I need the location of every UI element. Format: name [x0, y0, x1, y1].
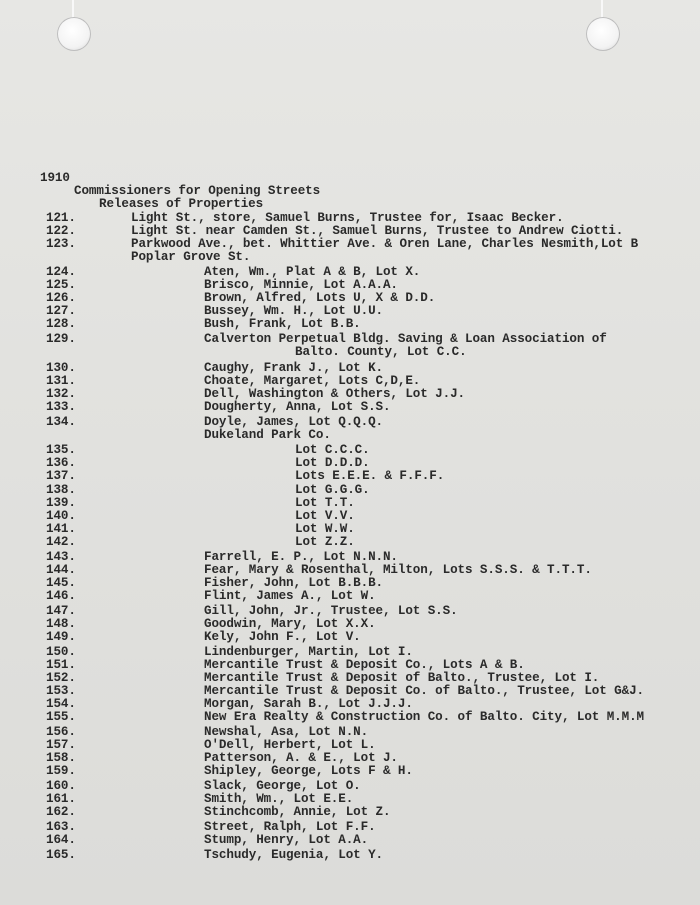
entry-text: Dukeland Park Co. — [204, 428, 331, 442]
entry-text: Aten, Wm., Plat A & B, Lot X. — [204, 265, 421, 279]
entry-number: 125. — [46, 278, 76, 292]
entry-text: Lindenburger, Martin, Lot I. — [204, 645, 413, 659]
entry-number: 140. — [46, 509, 76, 523]
entry-text: Choate, Margaret, Lots C,D,E. — [204, 374, 421, 388]
entry-text: Mercantile Trust & Deposit Co., Lots A & B. — [204, 658, 525, 672]
subsection-heading: Releases of Properties — [99, 197, 264, 211]
entry-number: 124. — [46, 265, 76, 279]
entry-number: 148. — [46, 617, 76, 631]
entry-number: 133. — [46, 400, 76, 414]
entry-number: 164. — [46, 833, 76, 847]
entry-text: Kely, John F., Lot V. — [204, 630, 361, 644]
entry-number: 146. — [46, 589, 76, 603]
entry-number: 129. — [46, 332, 76, 346]
entry-text: Stump, Henry, Lot A.A. — [204, 833, 369, 847]
entry-number: 143. — [46, 550, 76, 564]
entry-number: 142. — [46, 535, 76, 549]
entry-number: 158. — [46, 751, 76, 765]
entry-text: Dougherty, Anna, Lot S.S. — [204, 400, 391, 414]
entry-number: 141. — [46, 522, 76, 536]
entry-number: 139. — [46, 496, 76, 510]
entry-text: Street, Ralph, Lot F.F. — [204, 820, 376, 834]
entry-text: Patterson, A. & E., Lot J. — [204, 751, 398, 765]
entry-number: 131. — [46, 374, 76, 388]
entry-text: Lot G.G.G. — [295, 483, 370, 497]
entry-text: Gill, John, Jr., Trustee, Lot S.S. — [204, 604, 458, 618]
entry-text: Parkwood Ave., bet. Whittier Ave. & Oren Lane, Charles Nesmith,Lot B — [131, 237, 639, 251]
entry-text: Flint, James A., Lot W. — [204, 589, 376, 603]
entry-number: 165. — [46, 848, 76, 862]
entry-number: 127. — [46, 304, 76, 318]
entry-text: Slack, George, Lot O. — [204, 779, 361, 793]
punch-hole — [57, 17, 91, 51]
entry-number: 135. — [46, 443, 76, 457]
entry-text: Lot W.W. — [295, 522, 355, 536]
paper-edge-mark — [601, 0, 603, 18]
entry-text: Morgan, Sarah B., Lot J.J.J. — [204, 697, 413, 711]
punch-hole — [586, 17, 620, 51]
entry-text: Lots E.E.E. & F.F.F. — [295, 469, 445, 483]
entry-number: 156. — [46, 725, 76, 739]
entry-number: 137. — [46, 469, 76, 483]
entry-number: 154. — [46, 697, 76, 711]
entry-text: Brisco, Minnie, Lot A.A.A. — [204, 278, 398, 292]
entry-text: Bush, Frank, Lot B.B. — [204, 317, 361, 331]
entry-number: 121. — [46, 211, 76, 225]
entry-text: Light St., store, Samuel Burns, Trustee for, Isaac Becker. — [131, 211, 564, 225]
entry-text: Lot T.T. — [295, 496, 355, 510]
entry-number: 152. — [46, 671, 76, 685]
entry-number: 144. — [46, 563, 76, 577]
year-heading: 1910 — [40, 171, 70, 185]
entry-text: Farrell, E. P., Lot N.N.N. — [204, 550, 398, 564]
entry-number: 155. — [46, 710, 76, 724]
entry-number: 136. — [46, 456, 76, 470]
entry-number: 150. — [46, 645, 76, 659]
entry-text: Tschudy, Eugenia, Lot Y. — [204, 848, 383, 862]
entry-number: 130. — [46, 361, 76, 375]
entry-text: Lot V.V. — [295, 509, 355, 523]
entry-text: Newshal, Asa, Lot N.N. — [204, 725, 369, 739]
entry-number: 128. — [46, 317, 76, 331]
entry-number: 126. — [46, 291, 76, 305]
entry-number: 161. — [46, 792, 76, 806]
entry-text: Goodwin, Mary, Lot X.X. — [204, 617, 376, 631]
entry-text: Mercantile Trust & Deposit Co. of Balto., Trustee, Lot G&J. — [204, 684, 644, 698]
entry-text: Mercantile Trust & Deposit of Balto., Trustee, Lot I. — [204, 671, 600, 685]
entry-text: Fear, Mary & Rosenthal, Milton, Lots S.S.S. & T.T.T. — [204, 563, 592, 577]
entry-number: 134. — [46, 415, 76, 429]
entry-text: Smith, Wm., Lot E.E. — [204, 792, 354, 806]
entry-text: Dell, Washington & Others, Lot J.J. — [204, 387, 466, 401]
entry-text: Lot Z.Z. — [295, 535, 355, 549]
paper-edge-mark — [72, 0, 74, 18]
entry-number: 151. — [46, 658, 76, 672]
entry-text: Caughy, Frank J., Lot K. — [204, 361, 383, 375]
entry-text: O'Dell, Herbert, Lot L. — [204, 738, 376, 752]
entry-number: 138. — [46, 483, 76, 497]
entry-number: 153. — [46, 684, 76, 698]
entry-text: Fisher, John, Lot B.B.B. — [204, 576, 383, 590]
entry-text: Light St. near Camden St., Samuel Burns, Trustee to Andrew Ciotti. — [131, 224, 624, 238]
entry-text: Brown, Alfred, Lots U, X & D.D. — [204, 291, 436, 305]
entry-text: New Era Realty & Construction Co. of Balto. City, Lot M.M.M — [204, 710, 644, 724]
entry-number: 159. — [46, 764, 76, 778]
entry-number: 123. — [46, 237, 76, 251]
entry-text: Calverton Perpetual Bldg. Saving & Loan Association of — [204, 332, 607, 346]
entry-text: Shipley, George, Lots F & H. — [204, 764, 413, 778]
entry-text: Bussey, Wm. H., Lot U.U. — [204, 304, 383, 318]
entry-number: 147. — [46, 604, 76, 618]
entry-number: 162. — [46, 805, 76, 819]
entry-text: Lot D.D.D. — [295, 456, 370, 470]
entry-number: 145. — [46, 576, 76, 590]
entry-number: 132. — [46, 387, 76, 401]
entry-text: Lot C.C.C. — [295, 443, 370, 457]
entry-text: Balto. County, Lot C.C. — [295, 345, 467, 359]
entry-number: 160. — [46, 779, 76, 793]
entry-text: Stinchcomb, Annie, Lot Z. — [204, 805, 391, 819]
entry-text: Doyle, James, Lot Q.Q.Q. — [204, 415, 383, 429]
entry-number: 122. — [46, 224, 76, 238]
entry-number: 149. — [46, 630, 76, 644]
entry-number: 163. — [46, 820, 76, 834]
section-heading: Commissioners for Opening Streets — [74, 184, 321, 198]
entry-text: Poplar Grove St. — [131, 250, 251, 264]
entry-number: 157. — [46, 738, 76, 752]
